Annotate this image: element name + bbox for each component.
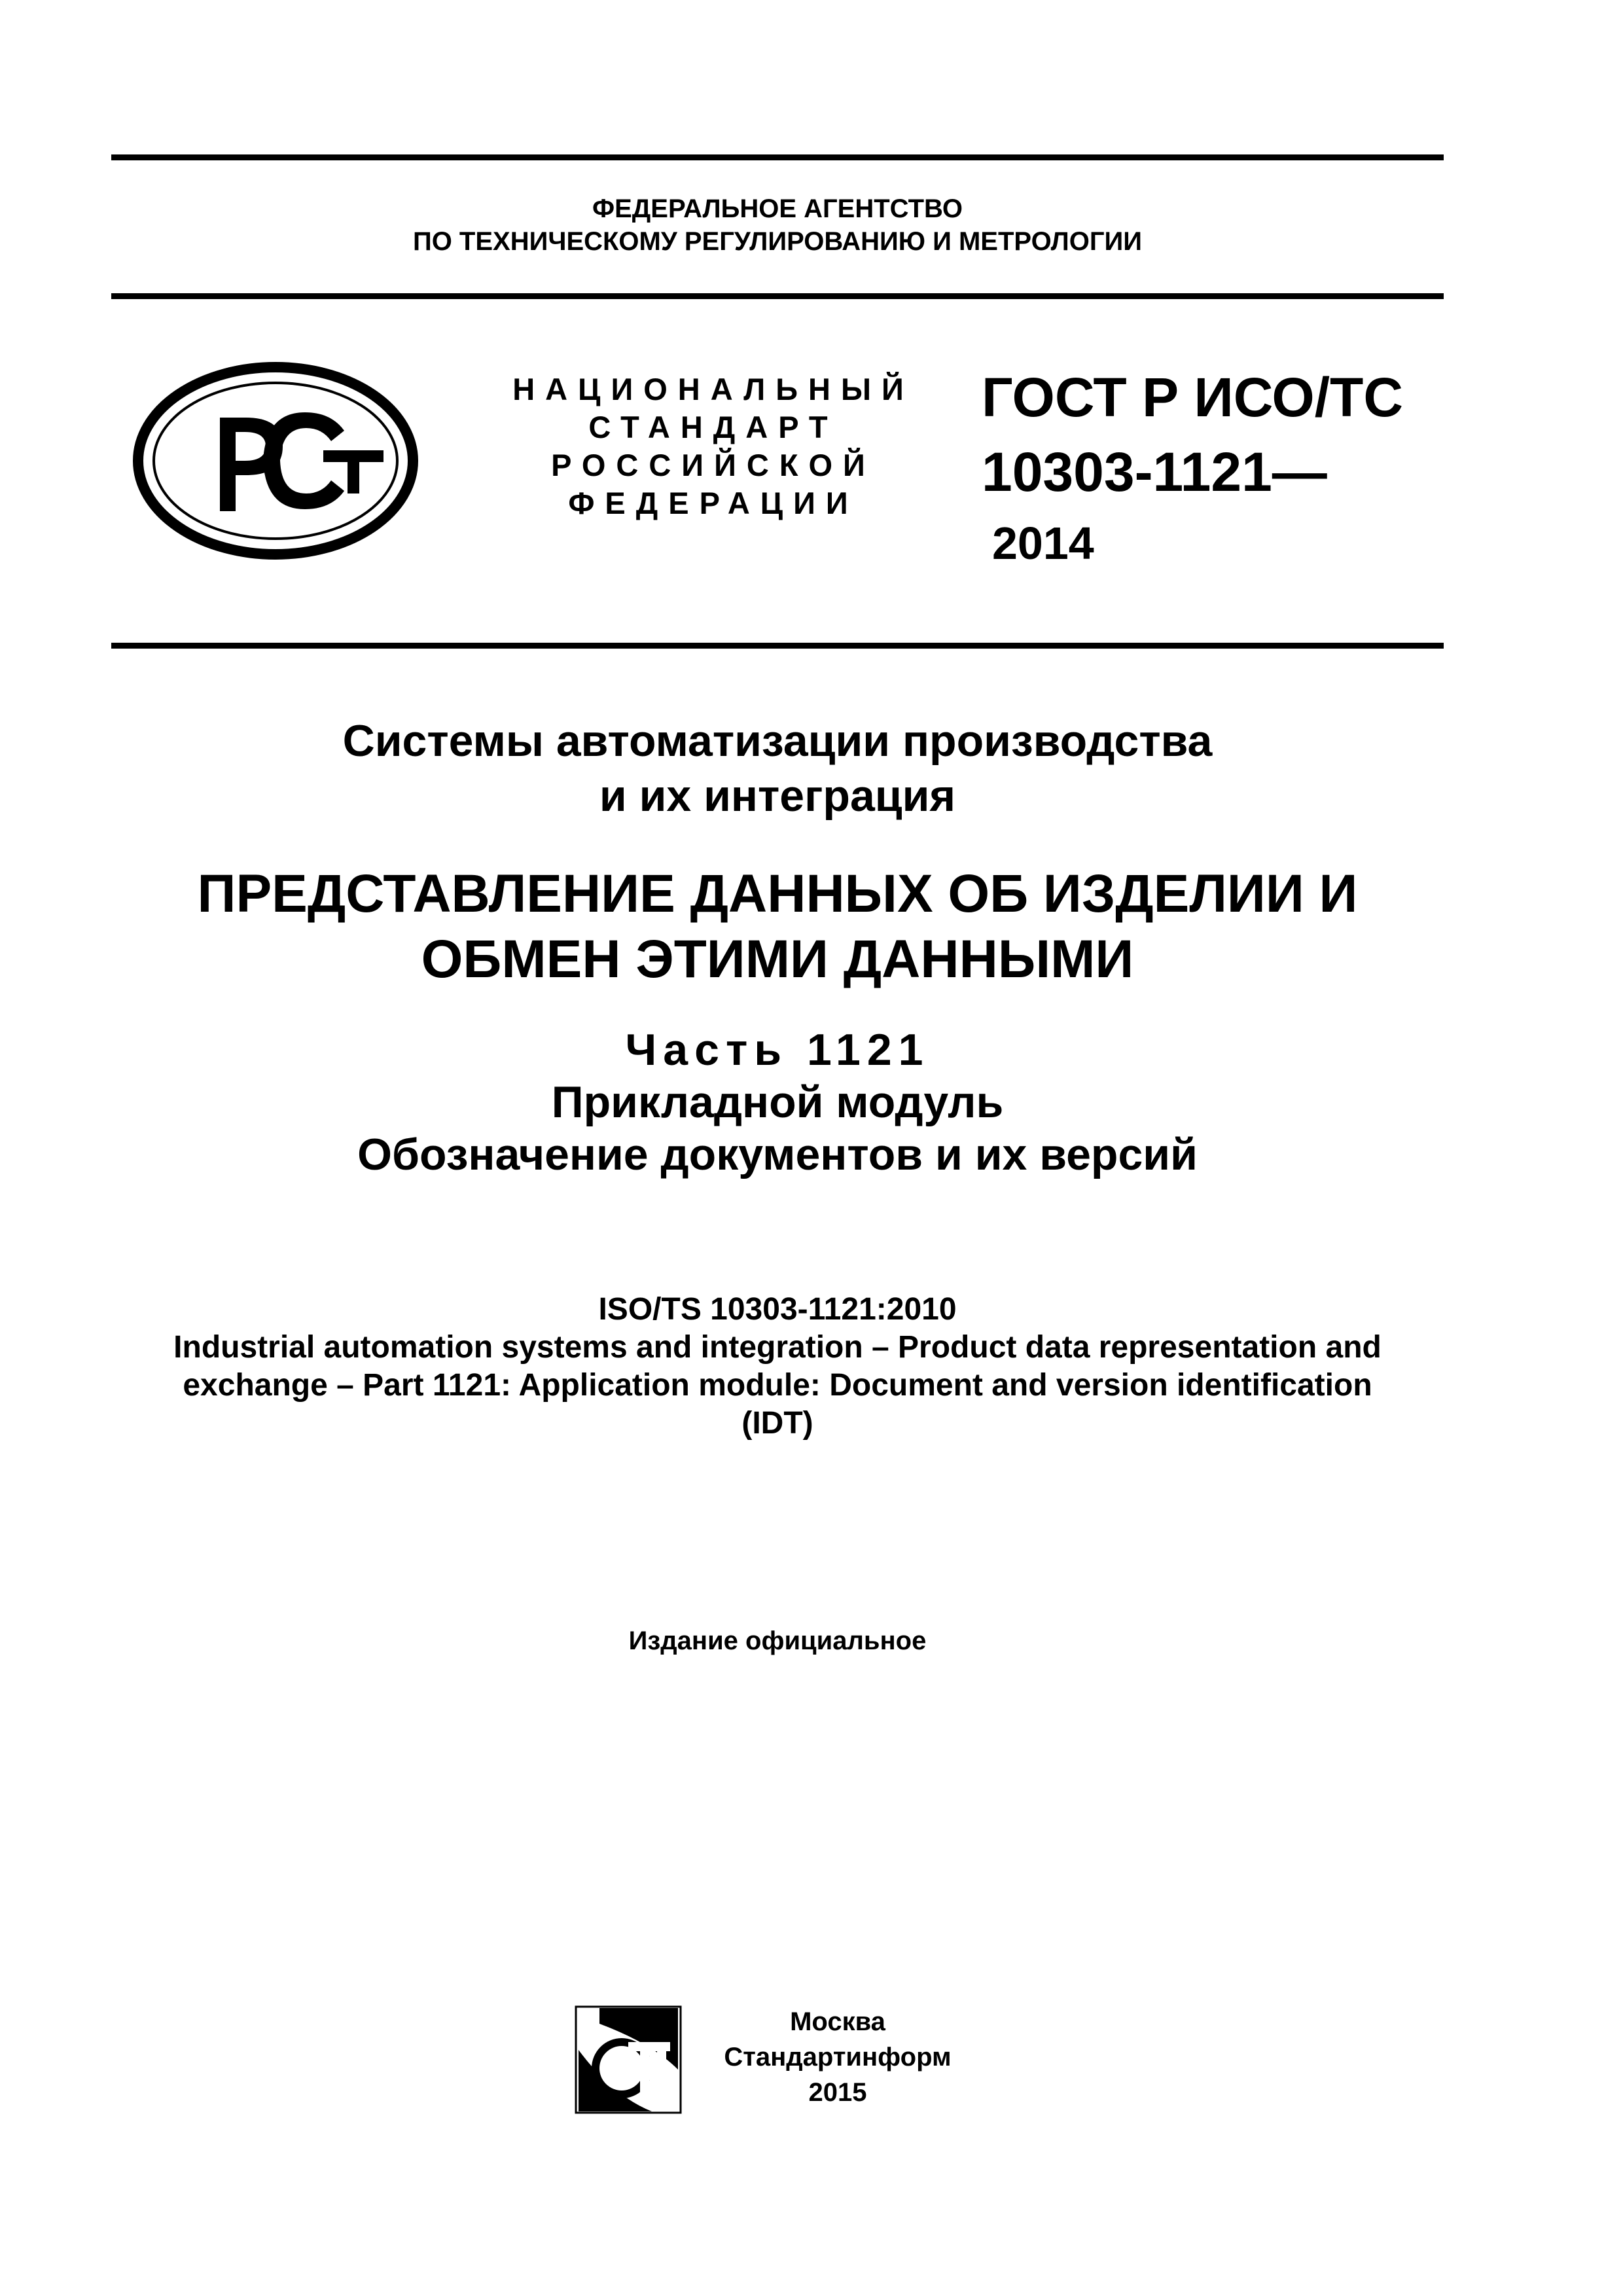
iso-title-line-2: exchange – Part 1121: Application module: Document and version identification: [183, 1368, 1372, 1403]
part-title-line-2: Прикладной модуль: [551, 1077, 1004, 1127]
national-standard-line-3: РОССИЙСКОЙ: [551, 448, 876, 482]
title-rule: [111, 643, 1444, 649]
publisher-year: 2015: [808, 2078, 867, 2107]
iso-reference: [111, 1291, 1444, 1443]
main-title-line-1: ПРЕДСТАВЛЕНИЕ ДАННЫХ ОБ ИЗДЕЛИИ И: [197, 864, 1358, 924]
designation-line-2: 10303-1121—: [982, 441, 1327, 503]
national-standard-line-1: НАЦИОНАЛЬНЫЙ: [512, 372, 914, 406]
main-title: [111, 861, 1444, 992]
standartinform-logo-icon: [573, 2004, 683, 2115]
main-title-line-2: ОБМЕН ЭТИМИ ДАННЫМИ: [421, 929, 1134, 989]
national-standard-label: [497, 370, 929, 522]
publisher-block: [687, 2004, 988, 2110]
publisher-city: Москва: [790, 2007, 885, 2036]
edition-label: Издание официальное: [628, 1626, 927, 1655]
national-standard-line-4: ФЕДЕРАЦИИ: [568, 486, 859, 520]
series-title-line-1: Системы автоматизации производства: [342, 716, 1213, 766]
series-title-line-2: и их интеграция: [599, 771, 956, 821]
part-number: Часть 1121: [625, 1025, 930, 1075]
agency-line-2: ПО ТЕХНИЧЕСКОМУ РЕГУЛИРОВАНИЮ И МЕТРОЛОГИИ: [412, 227, 1143, 256]
agency-line-1: ФЕДЕРАЛЬНОЕ АГЕНТСТВО: [592, 194, 963, 223]
designation-year: 2014: [992, 518, 1094, 569]
iso-code: ISO/TS 10303-1121:2010: [598, 1292, 957, 1327]
rst-certification-mark-icon: [128, 357, 423, 564]
header-rule: [111, 293, 1444, 299]
part-title: [111, 1024, 1444, 1181]
part-title-line-3: Обозначение документов и их версий: [357, 1130, 1198, 1179]
series-title: [111, 713, 1444, 823]
iso-title-line-3: (IDT): [741, 1406, 813, 1441]
designation-line-1: ГОСТ Р ИСО/ТС: [982, 367, 1404, 428]
top-rule: [111, 154, 1444, 160]
agency-header: [111, 192, 1444, 258]
iso-title-line-1: Industrial automation systems and integration – Product data representation and: [173, 1330, 1382, 1365]
publisher-name: Стандартинформ: [724, 2043, 952, 2072]
national-standard-line-2: СТАНДАРТ: [588, 410, 838, 444]
standard-designation: [982, 360, 1403, 509]
